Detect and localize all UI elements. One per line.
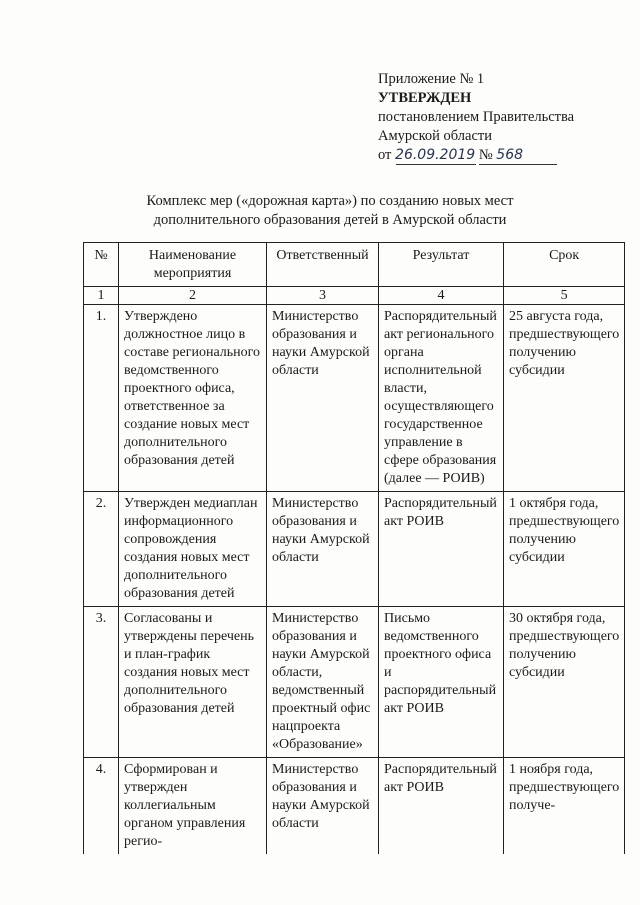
- handwritten-date: 26.09.2019: [395, 147, 476, 163]
- title-line-2: дополнительного образования детей в Амурской области: [153, 212, 507, 228]
- header-result: Результат: [379, 243, 504, 287]
- column-number-row: [84, 287, 625, 305]
- header-term: Срок: [504, 243, 625, 287]
- table-header-row: [84, 243, 625, 287]
- row-term: 25 августа года, предшествующего получению субсидии: [504, 305, 625, 492]
- document-title: [100, 192, 560, 230]
- table-row: [84, 305, 625, 492]
- row-term: 1 октября года, предшествующего получению субсидии: [504, 492, 625, 607]
- table-row: [84, 607, 625, 758]
- number-underline: [479, 163, 557, 165]
- region-label: Амурской области: [378, 128, 492, 144]
- row-responsible: Министерство образования и науки Амурской области: [267, 758, 379, 855]
- row-result: Письмо ведомственного проектного офиса и распорядительный акт РОИВ: [379, 607, 504, 758]
- row-result: Распорядительный акт регионального органа исполнительной власти, осуществляющего государственное управление в сфере образования (далее — РОИВ): [379, 305, 504, 492]
- header-number: №: [84, 243, 119, 287]
- row-term: 1 ноября года, предшествующего получе-: [504, 758, 625, 855]
- col-num-2: 2: [119, 287, 267, 305]
- col-num-5: 5: [504, 287, 625, 305]
- date-prefix: от: [378, 147, 392, 163]
- col-num-1: 1: [84, 287, 119, 305]
- decree-label: постановлением Правительства: [378, 109, 575, 125]
- header-name: Наименование мероприятия: [119, 243, 267, 287]
- table-row: [84, 758, 625, 855]
- row-responsible: Министерство образования и науки Амурской области, ведомственный проектный офис нацпроекта «Образование»: [267, 607, 379, 758]
- row-term: 30 октября года, предшествующего получению субсидии: [504, 607, 625, 758]
- row-number: 3.: [84, 607, 119, 758]
- row-number: 1.: [84, 305, 119, 492]
- number-prefix: №: [478, 147, 493, 163]
- roadmap-table: [83, 242, 625, 854]
- title-line-1: Комплекс мер («дорожная карта») по созданию новых мест: [146, 193, 514, 209]
- row-name: Сформирован и утвержден коллегиальным органом управления регио-: [119, 758, 267, 855]
- row-number: 2.: [84, 492, 119, 607]
- row-name: Согласованы и утверждены перечень и план-график создания новых мест дополнительного образования детей: [119, 607, 267, 758]
- approval-header: [378, 70, 618, 165]
- table-row: [84, 492, 625, 607]
- date-underline: [396, 163, 476, 165]
- row-name: Утверждено должностное лицо в составе регионального ведомственного проектного офиса, ответственное за создание новых мест дополнительного образования детей: [119, 305, 267, 492]
- col-num-4: 4: [379, 287, 504, 305]
- approved-label: УТВЕРЖДЕН: [378, 90, 472, 106]
- row-name: Утвержден медиаплан информационного сопровождения создания новых мест дополнительного образования детей: [119, 492, 267, 607]
- handwritten-number: 568: [496, 147, 524, 163]
- row-number: 4.: [84, 758, 119, 855]
- row-responsible: Министерство образования и науки Амурской области: [267, 492, 379, 607]
- date-line: [378, 146, 618, 165]
- header-responsible: Ответственный: [267, 243, 379, 287]
- row-responsible: Министерство образования и науки Амурской области: [267, 305, 379, 492]
- row-result: Распорядительный акт РОИВ: [379, 758, 504, 855]
- appendix-label: Приложение № 1: [378, 71, 485, 87]
- row-result: Распорядительный акт РОИВ: [379, 492, 504, 607]
- col-num-3: 3: [267, 287, 379, 305]
